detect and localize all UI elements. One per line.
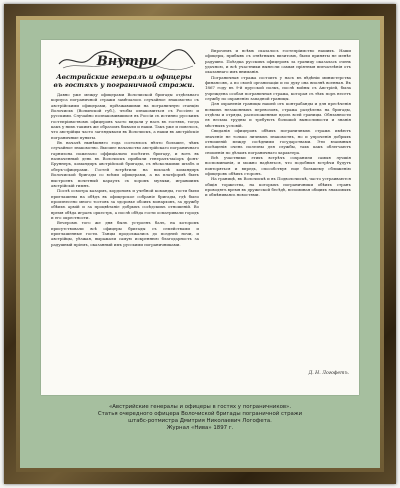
heading-art-text: Внутри [96, 54, 158, 69]
article-paragraph: Вечеромъ того же дня былъ устроенъ балъ, на которомъ присутствовали всѣ офицеры бригады съ семействами и приглашенные гости. Танцы продолжались до поздней ночи, и австрійцы, уѣзжая, выражали самую искреннюю благодарность за радушный пріемъ, оказанный имъ русскими пограничниками. [51, 220, 199, 247]
author-signature: Д. Н. Логофетъ. [308, 371, 349, 376]
decorative-heading-icon [57, 48, 197, 72]
caption-line: Журнал «Нива» 1897 г. [166, 425, 234, 432]
article-column-left [51, 92, 199, 388]
article-column-right [205, 48, 351, 368]
article-paragraph: Давно уже между офицерами Волочиской бригады отдѣльнаго корпуса пограничной стражи замѣчалось случайное знакомство съ австрійскими офицерами, пріѣзжавшими на пограничную станцію Волочискъ (Волынской губ.), чтобы ознакомиться съ Россіею и русскими. Случайно познакомившихся въ Россіи съ истинно русскимъ гостепріимствомъ офицеровъ часто видали у насъ въ гостяхъ, тогда какъ у нихъ такимъ же образомъ бывали и наши. Такъ уже и повелось, что австрійцы часто заглядывали въ Волочискъ, а наши въ австрійскіе пограничные пункты. [51, 92, 199, 140]
article-paragraph: На границѣ, въ Волочискѣ и въ Подволочискѣ, часто устраиваются общія торжества, на которыхъ пограничники обѣихъ странъ проводятъ время въ дружеской бесѣдѣ, вспоминая общихъ знакомыхъ и обмѣниваясь новостями. [205, 176, 351, 198]
article-paragraph: Впрочемъ и всѣмъ сказалось гостепріимство нашихъ. Наши офицеры, прибывъ съ отвѣтнымъ визитомъ, были приняты не менѣе радушно. Поѣздка русскихъ офицеровъ за границу оказалась очень удачною, и всѣ участники вынесли самыя пріятныя впечатлѣнія отъ оказаннаго имъ вниманія. [205, 48, 351, 75]
caption-line: «Австрийские генералы и офицеры в гостях у пограничников». [108, 404, 292, 410]
article-paragraph: Пограничная стража состоитъ у насъ въ вѣдѣніи министерства финансовъ, а по своей организаціи и по духу она вполнѣ военная. Въ 1867 году въ 9-й прусской полкъ, послѣ войны съ Австріей, была учреждена особая пограничная стража, которая съ тѣхъ поръ несетъ службу по охраненію западной границы. [205, 74, 351, 102]
picture-frame [4, 4, 396, 484]
article-paragraph: Въ началѣ нынѣшняго года состоялось нѣчто большее, чѣмъ случайное знакомство. Высшее начальство австрійскаго пограничнаго гарнизона пожелало оффиціально посѣтить бригаду, и вотъ въ назначенный день въ Волочискъ прибыли генералъ-маіоръ фонъ-Бруннеръ, командиръ австрійской бригады, съ нѣсколькими штабъ и оберъ-офицерами. Гостей встрѣтили на вокзалѣ командиръ Волочиской бригады со всѣми офицерами, а на платформѣ былъ выстроенъ почетный караулъ съ хоромъ музыки, игравшимъ австрійскій гимнъ. [51, 140, 199, 188]
caption-line: штабс-ротмистра Дмитрия Николаевич Логофета. [128, 418, 272, 425]
caption-block [36, 404, 364, 432]
article-paragraph: Свиданія офицеровъ обѣихъ пограничныхъ стражъ имѣютъ значеніе не только личныхъ знакомствъ, но и упроченія добрыхъ отношеній между сосѣдними государствами. Эти взаимныя посѣщенія очень полезны для службы, такъ какъ облегчаютъ сношенія по дѣламъ пограничнаго характера. [205, 128, 351, 155]
mat-board [20, 20, 380, 468]
article-paragraph: Для охраненія границы нашей отъ контрабанды и для пресѣченія всякихъ незаконныхъ перевозовъ, стража раздѣлена на бригады, отдѣлы и отряды, расположенные вдоль всей границы. Обязанности ея весьма трудны и требуютъ большой выносливости и знанія мѣстныхъ условій. [205, 101, 351, 128]
caption-line: Статья очередного офицера Волочиской бригады пограничной стражи [97, 411, 303, 418]
article-paragraph: Послѣ осмотра казармъ, кордоновъ и учебной команды, гости были приглашены на обѣдъ въ офицерское собраніе бригады, гдѣ было произнесено много тостовъ за здоровье обоихъ монарховъ, за дружбу обѣихъ армій и за процвѣтаніе добрыхъ сосѣдскихъ отношеній. Во время обѣда игралъ оркестръ, а послѣ обѣда гости осматривали городъ и его окрестности. [51, 188, 199, 220]
article-title: Австрийские генералъ и офицеры въ гостяхъ у пограничной стражи. [53, 73, 195, 89]
article-paragraph: Всѣ участники этихъ встрѣчъ сохранили самыя лучшія воспоминанія, и можно надѣяться, что подобныя встрѣчи будутъ повторяться и впредь, способствуя еще большему сближенію офицеровъ обѣихъ сторонъ. [205, 154, 351, 176]
article-page [41, 40, 359, 395]
